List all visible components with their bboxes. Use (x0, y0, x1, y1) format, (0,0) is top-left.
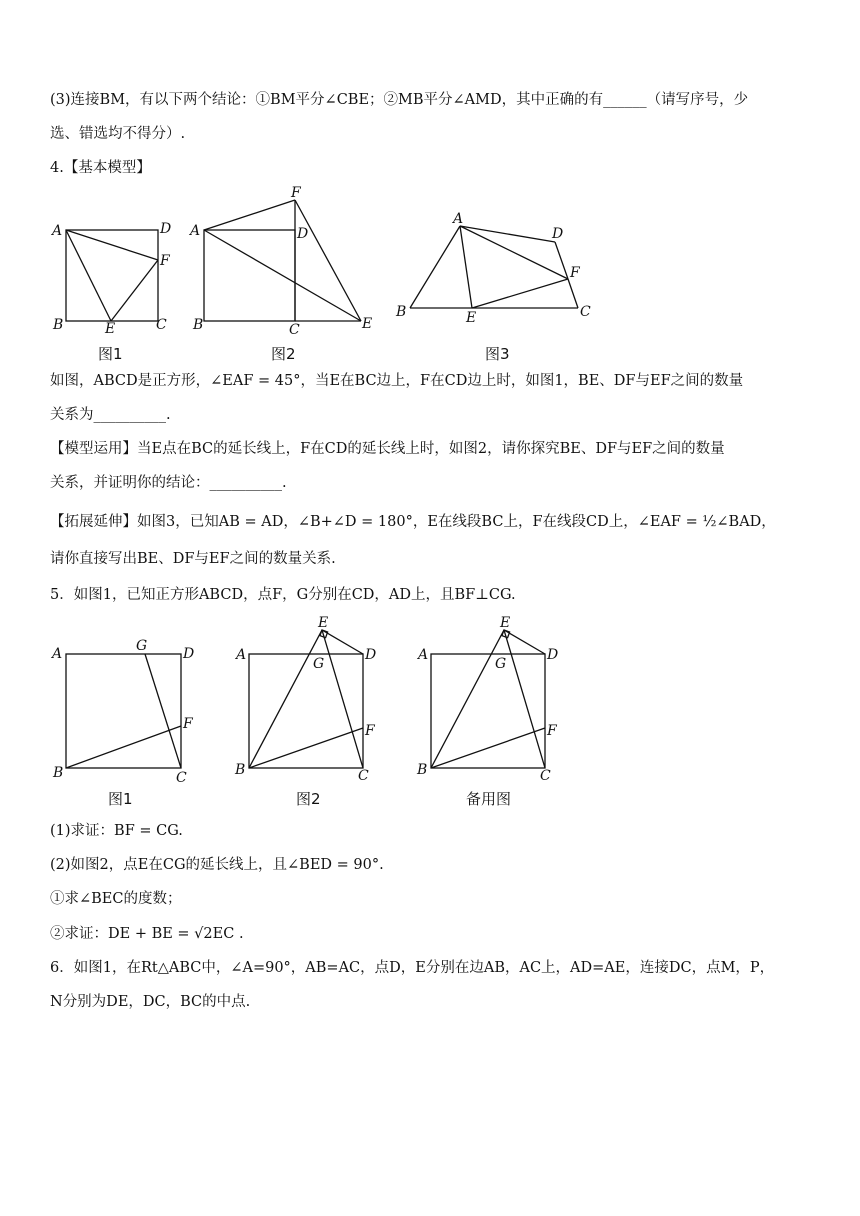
svg-text:E: E (362, 316, 373, 332)
svg-text:F: F (570, 265, 580, 281)
q5-part2-1: ①求∠BEC的度数； (50, 891, 182, 907)
q4-line3: 【模型运用】当E点在BC的延长线上，F在CD的延长线上时，如图2，请你探究BE、DF与EF之间的数量 (50, 441, 725, 457)
q4-caption-1: 图1 (98, 345, 123, 363)
q5-figure-1 (50, 630, 200, 785)
svg-text:D: D (365, 647, 377, 663)
q6-line1: 6．如图1，在Rt△ABC中，∠A=90°，AB=AC，点D，E分别在边AB，AC上，AD=AE，连接DC，点M，P， (50, 960, 775, 976)
q4-figure-3 (392, 206, 612, 331)
q4-line2: 关系为__________. (50, 407, 171, 423)
svg-text:D: D (160, 221, 172, 237)
q5-caption-1: 图1 (108, 790, 133, 808)
svg-text:C: C (176, 770, 187, 785)
q5-part1: (1)求证：BF = CG. (50, 823, 183, 839)
svg-text:G: G (313, 656, 325, 672)
q6-line2: N分别为DE，DC，BC的中点. (50, 994, 251, 1010)
svg-text:B: B (396, 304, 407, 320)
q4-heading: 4.【基本模型】 (50, 160, 151, 176)
svg-text:A: A (453, 211, 464, 227)
q4-caption-3: 图3 (485, 345, 510, 363)
q4-line6: 请你直接写出BE、DF与EF之间的数量关系. (50, 551, 336, 567)
q4-figure-1 (50, 218, 180, 338)
svg-text:C: C (540, 768, 551, 784)
svg-text:B: B (417, 762, 428, 778)
svg-text:B: B (53, 317, 64, 333)
svg-text:A: A (236, 647, 247, 663)
q4-line1: 如图，ABCD是正方形，∠EAF = 45°，当E在BC边上，F在CD边上时，如图1，BE、DF与EF之间的数量 (50, 373, 744, 389)
svg-text:F: F (160, 253, 170, 269)
q3-part3-line2: 选、错选均不得分）. (50, 126, 186, 142)
svg-text:D: D (297, 226, 309, 242)
svg-text:G: G (495, 656, 507, 672)
svg-text:A: A (52, 223, 63, 239)
svg-text:E: E (105, 321, 116, 337)
q4-figure-2 (188, 182, 388, 342)
q5-part2: (2)如图2，点E在CG的延长线上，且∠BED = 90°. (50, 857, 384, 873)
svg-text:A: A (418, 647, 429, 663)
svg-text:B: B (235, 762, 246, 778)
q5-caption-backup: 备用图 (466, 790, 512, 808)
svg-text:E: E (318, 615, 329, 631)
svg-text:A: A (52, 646, 63, 662)
svg-text:B: B (53, 765, 64, 781)
svg-text:F: F (291, 185, 301, 201)
q5-part2-2: ②求证：DE + BE = √2EC . (50, 926, 244, 942)
svg-text:F: F (365, 723, 375, 739)
svg-text:E: E (500, 615, 511, 631)
svg-text:B: B (193, 317, 204, 333)
svg-text:C: C (358, 768, 369, 784)
svg-text:D: D (547, 647, 559, 663)
q5-caption-2: 图2 (296, 790, 321, 808)
q5-heading: 5．如图1，已知正方形ABCD，点F，G分别在CD，AD上，且BF⊥CG. (50, 587, 516, 603)
svg-text:E: E (466, 310, 477, 326)
svg-text:A: A (190, 223, 201, 239)
svg-text:D: D (183, 646, 195, 662)
svg-text:F: F (547, 723, 557, 739)
svg-text:D: D (552, 226, 564, 242)
svg-text:F: F (183, 716, 193, 732)
q4-caption-2: 图2 (271, 345, 296, 363)
q4-line4: 关系，并证明你的结论：__________. (50, 475, 287, 491)
q4-line5: 【拓展延伸】如图3，已知AB = AD，∠B+∠D = 180°，E在线段BC上，F在线段CD上，∠EAF = ½∠BAD， (50, 514, 776, 530)
q5-figure-2 (232, 614, 392, 784)
svg-text:C: C (156, 317, 167, 333)
q5-figure-backup (414, 614, 574, 784)
q3-part3-line1: (3)连接BM，有以下两个结论：①BM平分∠CBE；②MB平分∠AMD，其中正确的有______（请写序号，少 (50, 92, 749, 108)
svg-text:G: G (136, 638, 148, 654)
svg-text:C: C (289, 322, 300, 338)
svg-text:C: C (580, 304, 591, 320)
